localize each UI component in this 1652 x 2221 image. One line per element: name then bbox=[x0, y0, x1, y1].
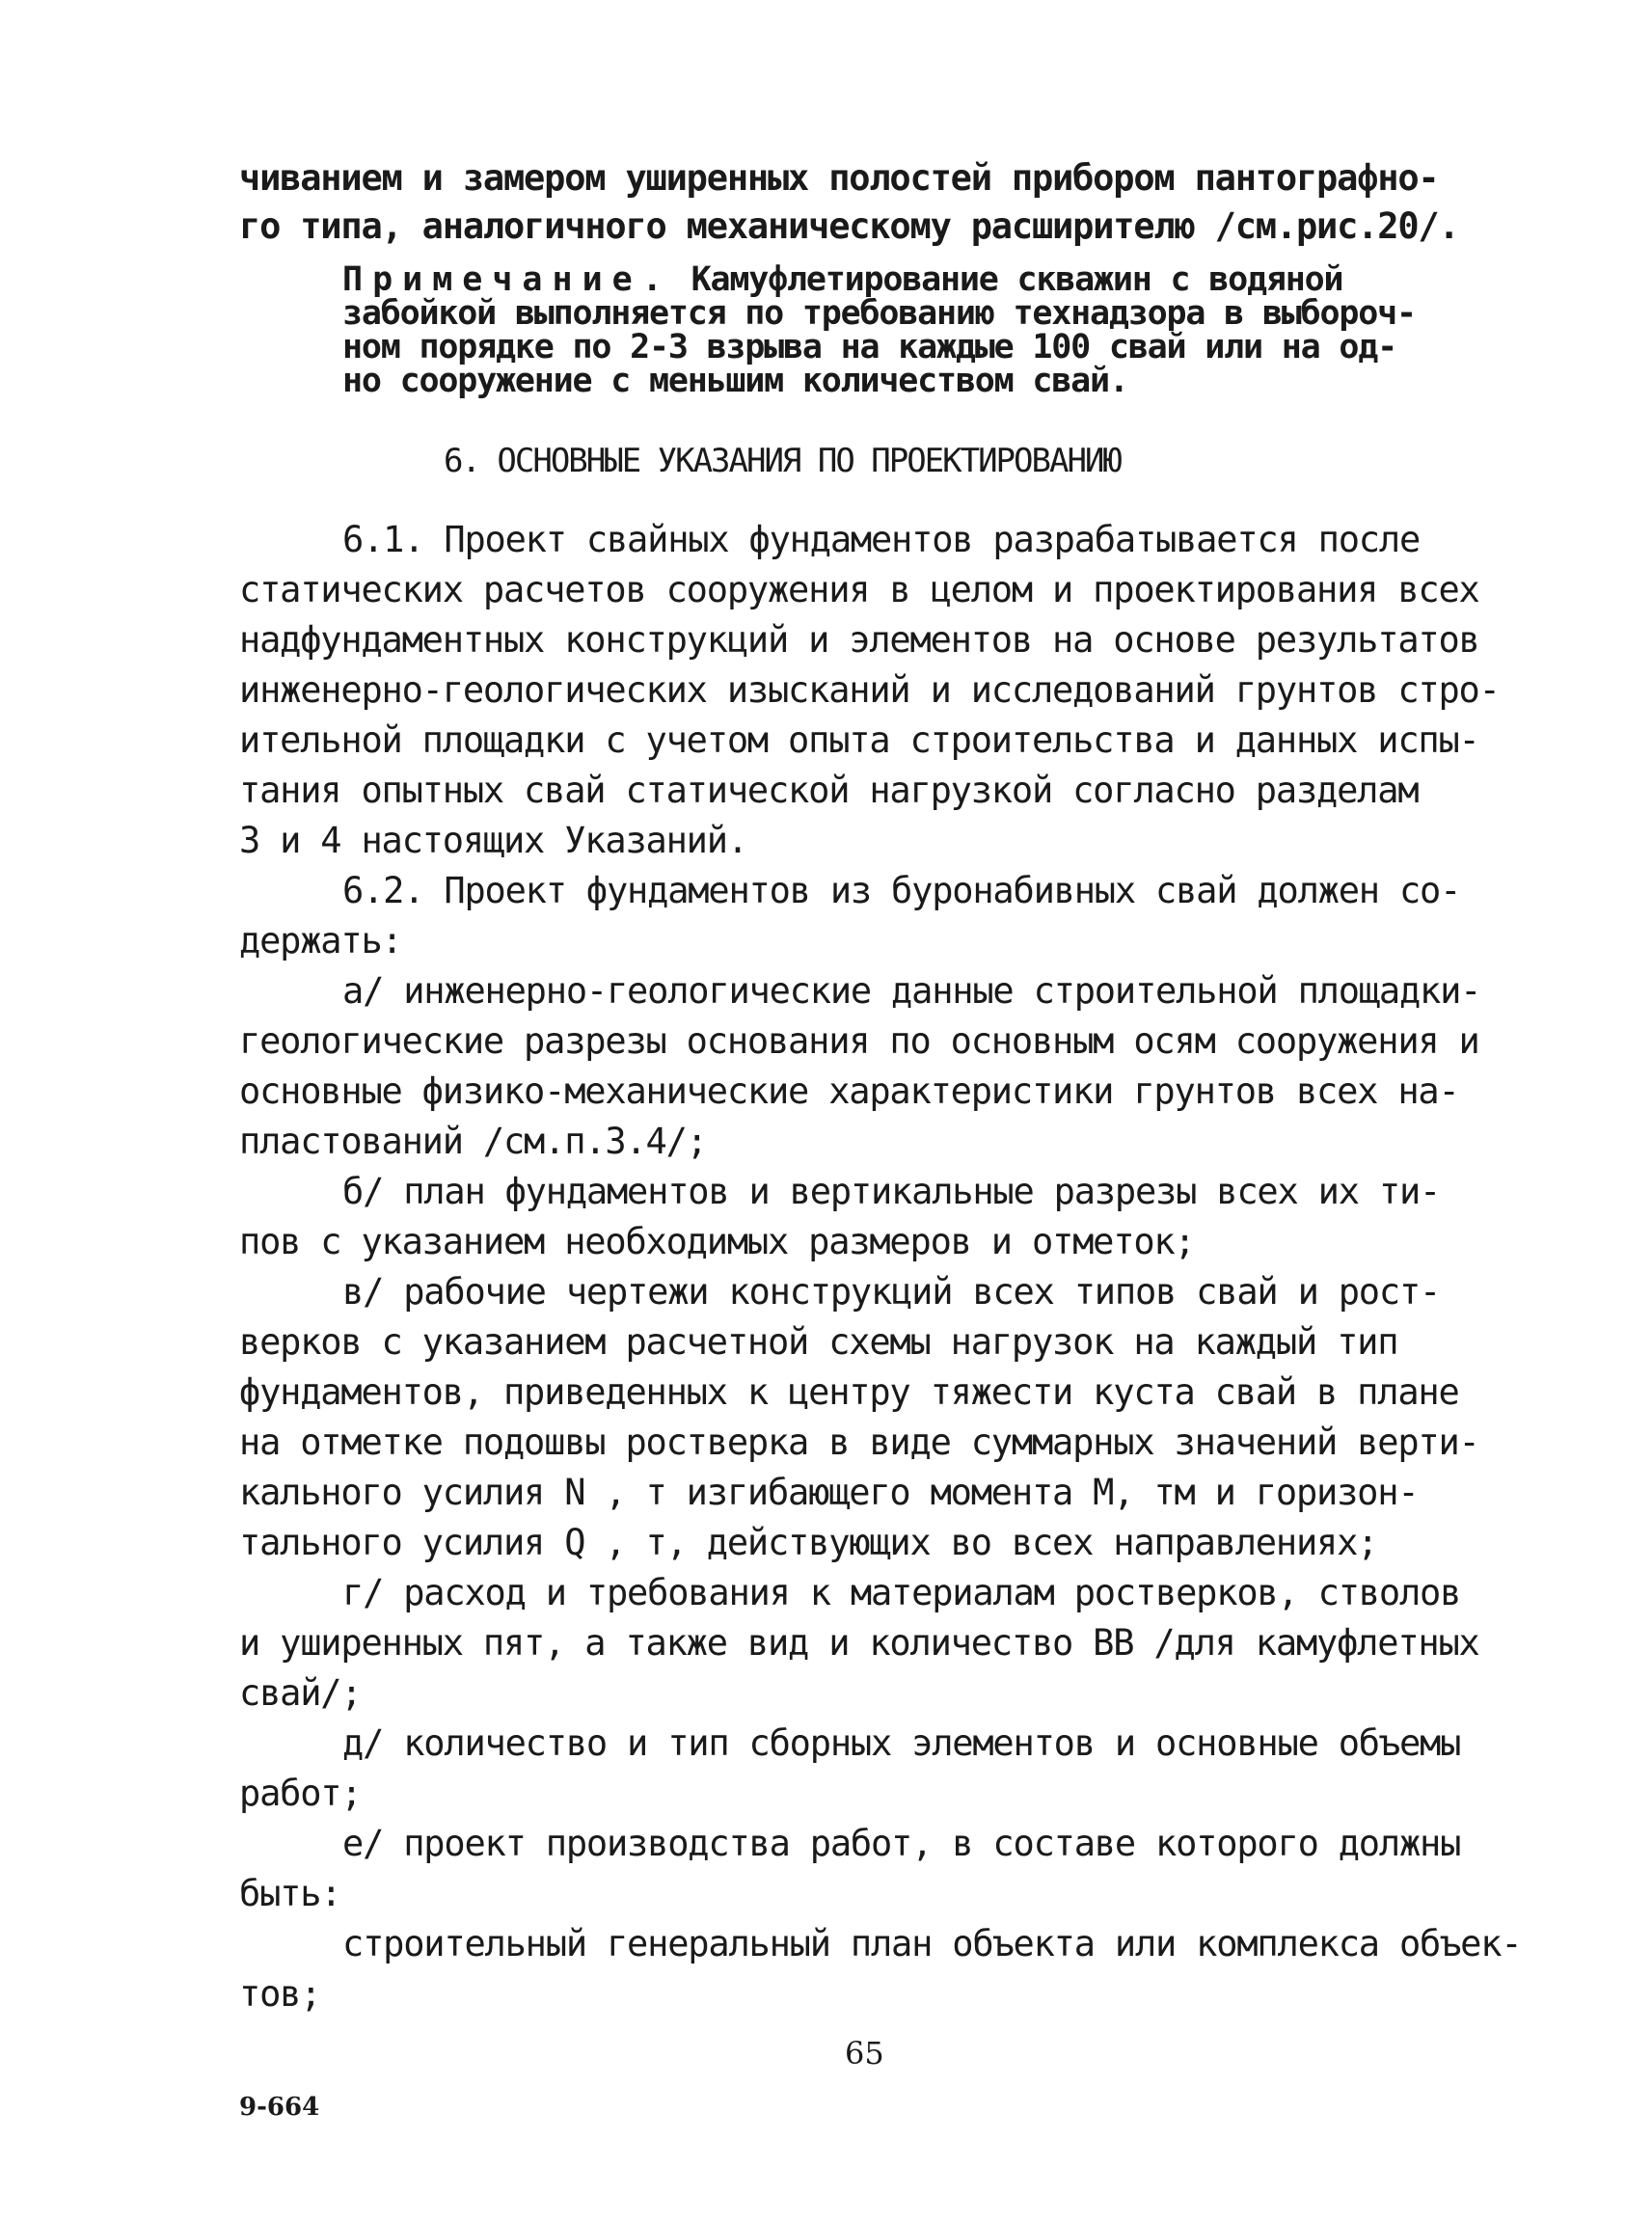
item-v-line: в/ рабочие чертежи конструкций всех типов свай и рост- bbox=[342, 1271, 1441, 1313]
item-v-line: верков с указанием расчетной схемы нагрузок на каждый тип bbox=[239, 1321, 1398, 1363]
item-a-line: пластований /см.п.3.4/; bbox=[239, 1121, 707, 1162]
item-g-line: и уширенных пят, а также вид и количество ВВ /для камуфлетных bbox=[239, 1622, 1479, 1664]
page-number: 65 bbox=[845, 2035, 884, 2072]
section-heading: 6. ОСНОВНЫЕ УКАЗАНИЯ ПО ПРОЕКТИРОВАНИЮ bbox=[444, 442, 1121, 480]
item-a-line: основные физико-механические характеристики грунтов всех на- bbox=[239, 1070, 1459, 1112]
paragraph-6-1-line: ительной площадки с учетом опыта строительства и данных испы- bbox=[239, 719, 1479, 761]
item-e-line: быть: bbox=[239, 1873, 341, 1914]
note-line-2: забойкой выполняется по требованию технадзора в выбороч- bbox=[342, 294, 1416, 333]
note-line-1 bbox=[342, 262, 1342, 297]
paragraph-6-1-line: тания опытных свай статической нагрузкой согласно разделам bbox=[239, 770, 1419, 811]
item-v-line: кального усилия N , т изгибающего момента М, тм и горизон- bbox=[239, 1472, 1419, 1513]
note-line-3: ном порядке по 2-3 взрыва на каждые 100 свай или на од- bbox=[342, 328, 1396, 366]
paragraph-6-1-line: 3 и 4 настоящих Указаний. bbox=[239, 820, 747, 861]
note-line-4: но сооружение с меньшим количеством свай. bbox=[342, 362, 1128, 400]
document-code: 9-664 bbox=[239, 2093, 320, 2122]
intro-line-2: го типа, аналогичного механическому расширителю /см.рис.20/. bbox=[239, 205, 1459, 247]
item-v-line: на отметке подошвы ростверка в виде суммарных значений верти- bbox=[239, 1422, 1479, 1463]
item-d-line: д/ количество и тип сборных элементов и основные объемы bbox=[342, 1722, 1461, 1764]
paragraph-6-1-line: надфундаментных конструкций и элементов на основе результатов bbox=[239, 619, 1479, 661]
paragraph-6-1-line: статических расчетов сооружения в целом и проектирования всех bbox=[239, 569, 1479, 610]
item-a-line: геологические разрезы основания по основным осям сооружения и bbox=[239, 1020, 1479, 1062]
item-v-line: тального усилия Q , т, действующих во всех направлениях; bbox=[239, 1522, 1378, 1563]
item-e-sub-line: тов; bbox=[239, 1973, 321, 2015]
paragraph-6-2-line: держать: bbox=[239, 920, 402, 962]
item-g-line: г/ расход и требования к материалам ростверков, стволов bbox=[342, 1572, 1461, 1613]
item-a-line: а/ инженерно-геологические данные строительной площадки- bbox=[342, 970, 1481, 1012]
item-v-line: фундаментов, приведенных к центру тяжести куста свай в плане bbox=[239, 1371, 1459, 1413]
paragraph-6-2-line: 6.2. Проект фундаментов из буронабивных свай должен со- bbox=[342, 870, 1461, 911]
item-b-line: пов с указанием необходимых размеров и отметок; bbox=[239, 1221, 1195, 1262]
paragraph-6-1-line: инженерно-геологических изысканий и исследований грунтов стро- bbox=[239, 669, 1500, 711]
item-b-line: б/ план фундаментов и вертикальные разрезы всех их ти- bbox=[342, 1171, 1441, 1212]
paragraph-6-1-line: 6.1. Проект свайных фундаментов разрабатывается после bbox=[342, 519, 1421, 560]
note-line-1-text: Камуфлетирование скважин с водяной bbox=[671, 260, 1343, 299]
note-label: Примечание. bbox=[342, 260, 672, 299]
item-e-sub-line: строительный генеральный план объекта или комплекса объек- bbox=[342, 1923, 1522, 1964]
item-d-line: работ; bbox=[239, 1773, 362, 1814]
item-e-line: е/ проект производства работ, в составе которого должны bbox=[342, 1823, 1461, 1864]
item-g-line: свай/; bbox=[239, 1672, 362, 1714]
intro-line-1: чиванием и замером уширенных полостей прибором пантографно- bbox=[239, 157, 1439, 199]
